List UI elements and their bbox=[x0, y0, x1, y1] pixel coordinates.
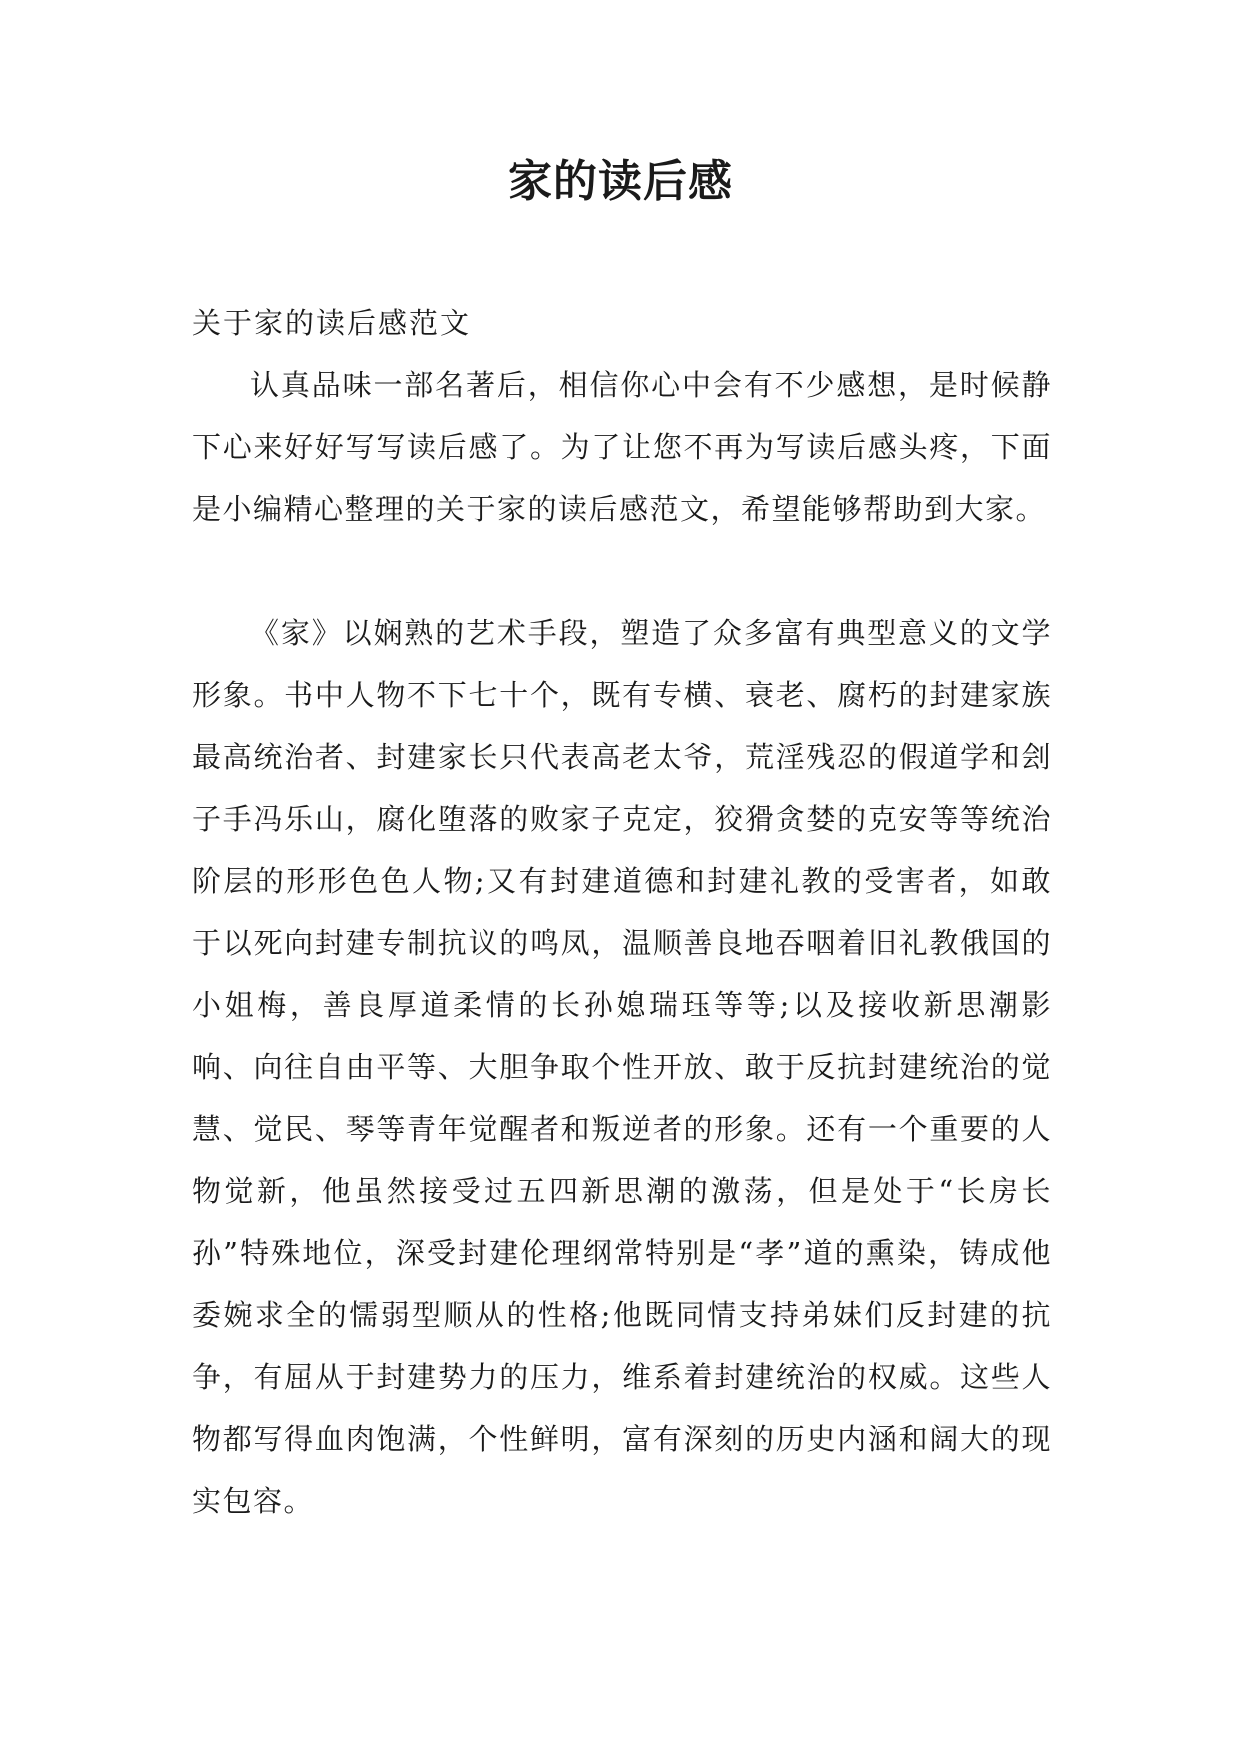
document-title: 家的读后感 bbox=[508, 156, 733, 207]
paragraph-intro: 认真品味一部名著后，相信你心中会有不少感想，是时候静下心来好好写写读后感了。为了让您不再为写读后感头疼，下面是小编精心整理的关于家的读后感范文，希望能够帮助到大家。 bbox=[192, 368, 1052, 526]
document-subtitle: 关于家的读后感范文 bbox=[192, 306, 472, 340]
paragraph-main: 《家》以娴熟的艺术手段，塑造了众多富有典型意义的文学形象。书中人物不下七十个，既有专横、衰老、腐朽的封建家族最高统治者、封建家长只代表高老太爷，荒淫残忍的假道学和刽子手冯乐山，腐化堕落的败家子克定，狡猾贪婪的克安等等统治阶层的形形色色人物;又有封建道德和封建礼教的受害者，如敢于以死向封建专制抗议的鸣凤，温顺善良地吞咽着旧礼教俄国的小姐梅，善良厚道柔情的长孙媳瑞珏等等;以及接收新思潮影响、向往自由平等、大胆争取个性开放、敢于反抗封建统治的觉慧、觉民、琴等青年觉醒者和叛逆者的形象。还有一个重要的人物觉新，他虽然接受过五四新思潮的激荡，但是处于“长房长孙”特殊地位，深受封建伦理纲常特别是“孝”道的熏染，铸成他委婉求全的懦弱型顺从的性格;他既同情支持弟妹们反封建的抗争，有屈从于封建势力的压力，维系着封建统治的权威。这些人物都写得血肉饱满，个性鲜明，富有深刻的历史内涵和阔大的现实包容。 bbox=[192, 616, 1052, 1518]
document-body bbox=[192, 292, 1052, 1532]
paragraph-spacer bbox=[192, 540, 1052, 602]
